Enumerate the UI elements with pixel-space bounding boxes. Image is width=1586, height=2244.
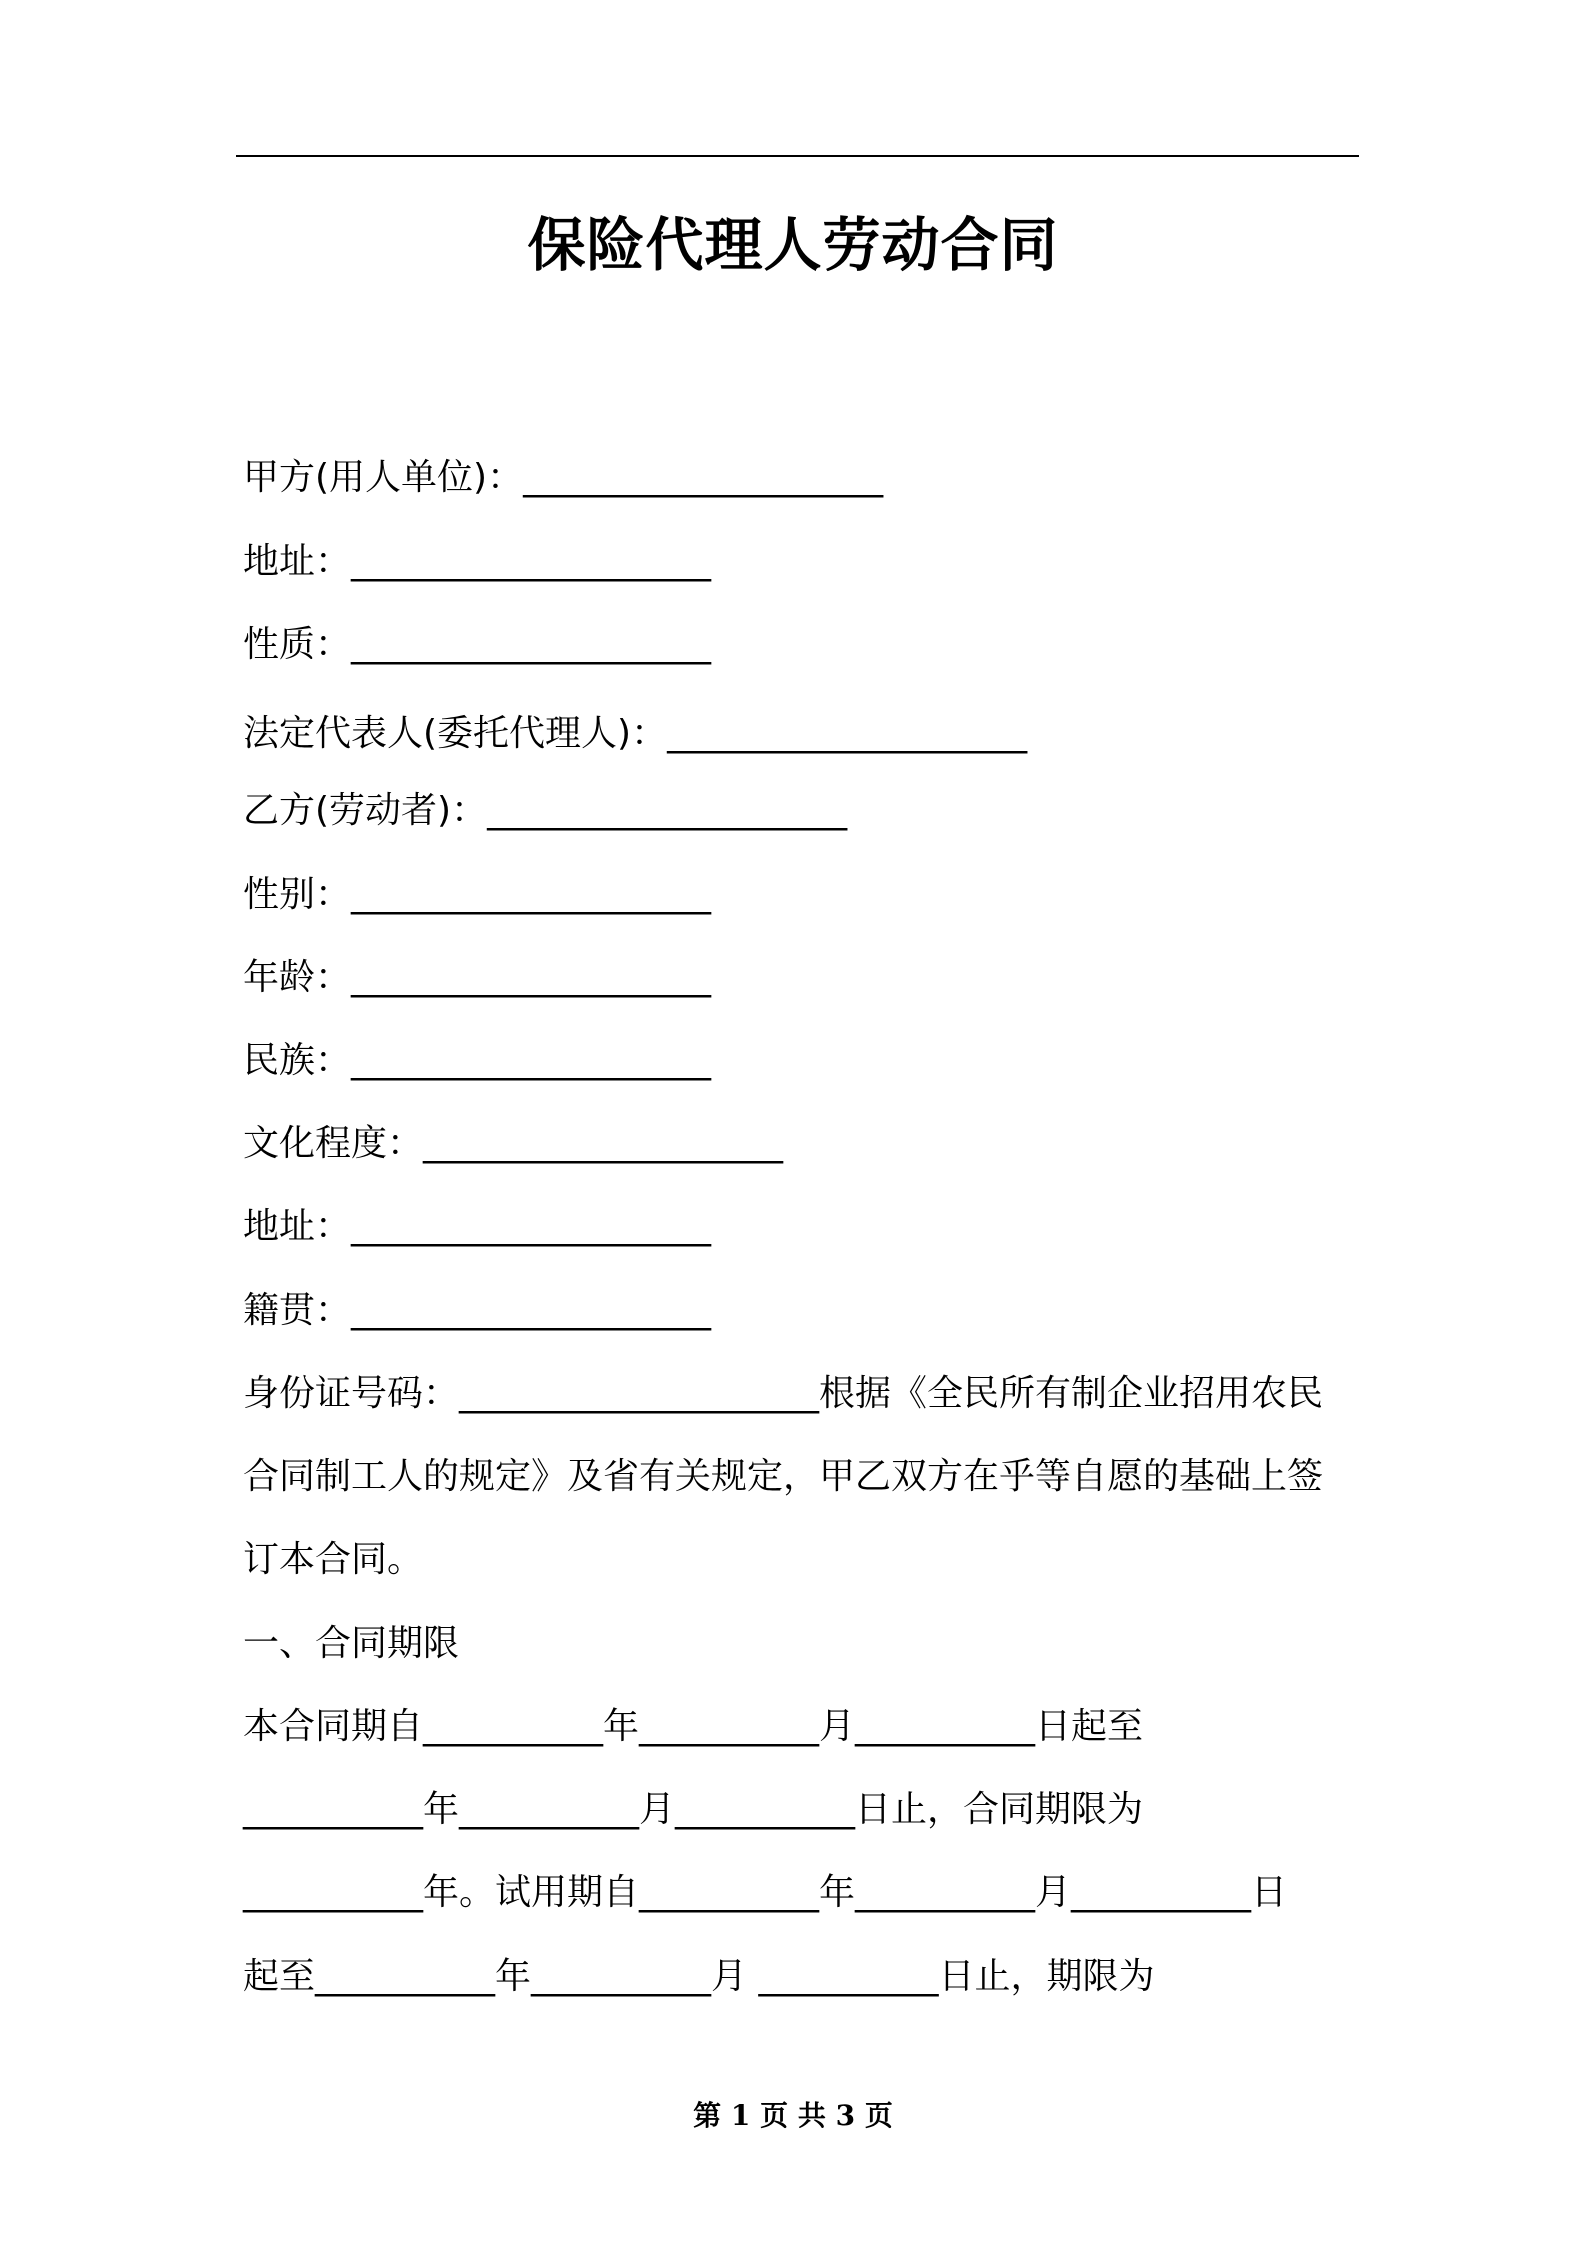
party-b-line: 乙方(劳动者)：____________________	[243, 790, 848, 831]
ethnicity-line: 民族：____________________	[243, 1040, 712, 1081]
gender-line: 性别：____________________	[243, 874, 712, 915]
paragraph-line: 起至__________年__________月 __________日止，期限为	[243, 1956, 1155, 1997]
id-number-line: 身份证号码：____________________根据《全民所有制企业招用农民	[243, 1373, 1324, 1414]
paragraph-line: __________年__________月__________日止，合同期限为	[243, 1789, 1144, 1830]
age-line: 年龄：____________________	[243, 957, 712, 998]
legal-representative-line: 法定代表人(委托代理人)：____________________	[243, 713, 1028, 754]
native-place-line: 籍贯：____________________	[243, 1290, 712, 1331]
section-heading: 一、合同期限	[243, 1623, 460, 1664]
education-line: 文化程度：____________________	[243, 1123, 784, 1164]
paragraph-line: 合同制工人的规定》及省有关规定，甲乙双方在乎等自愿的基础上签	[243, 1456, 1324, 1497]
paragraph-line: 订本合同。	[243, 1539, 424, 1580]
page-footer: 第 1 页 共 3 页	[693, 2099, 893, 2132]
party-a-line: 甲方(用人单位)：____________________	[243, 457, 884, 498]
paragraph-line: __________年。试用期自__________年__________月__________日	[243, 1872, 1288, 1913]
party-a-address-line: 地址：____________________	[243, 541, 712, 582]
party-a-nature-line: 性质：____________________	[243, 624, 712, 665]
paragraph-line: 本合同期自__________年__________月__________日起至	[243, 1706, 1144, 1747]
party-b-address-line: 地址：____________________	[243, 1206, 712, 1247]
document-title: 保险代理人劳动合同	[527, 211, 1059, 279]
header-rule	[236, 155, 1359, 157]
